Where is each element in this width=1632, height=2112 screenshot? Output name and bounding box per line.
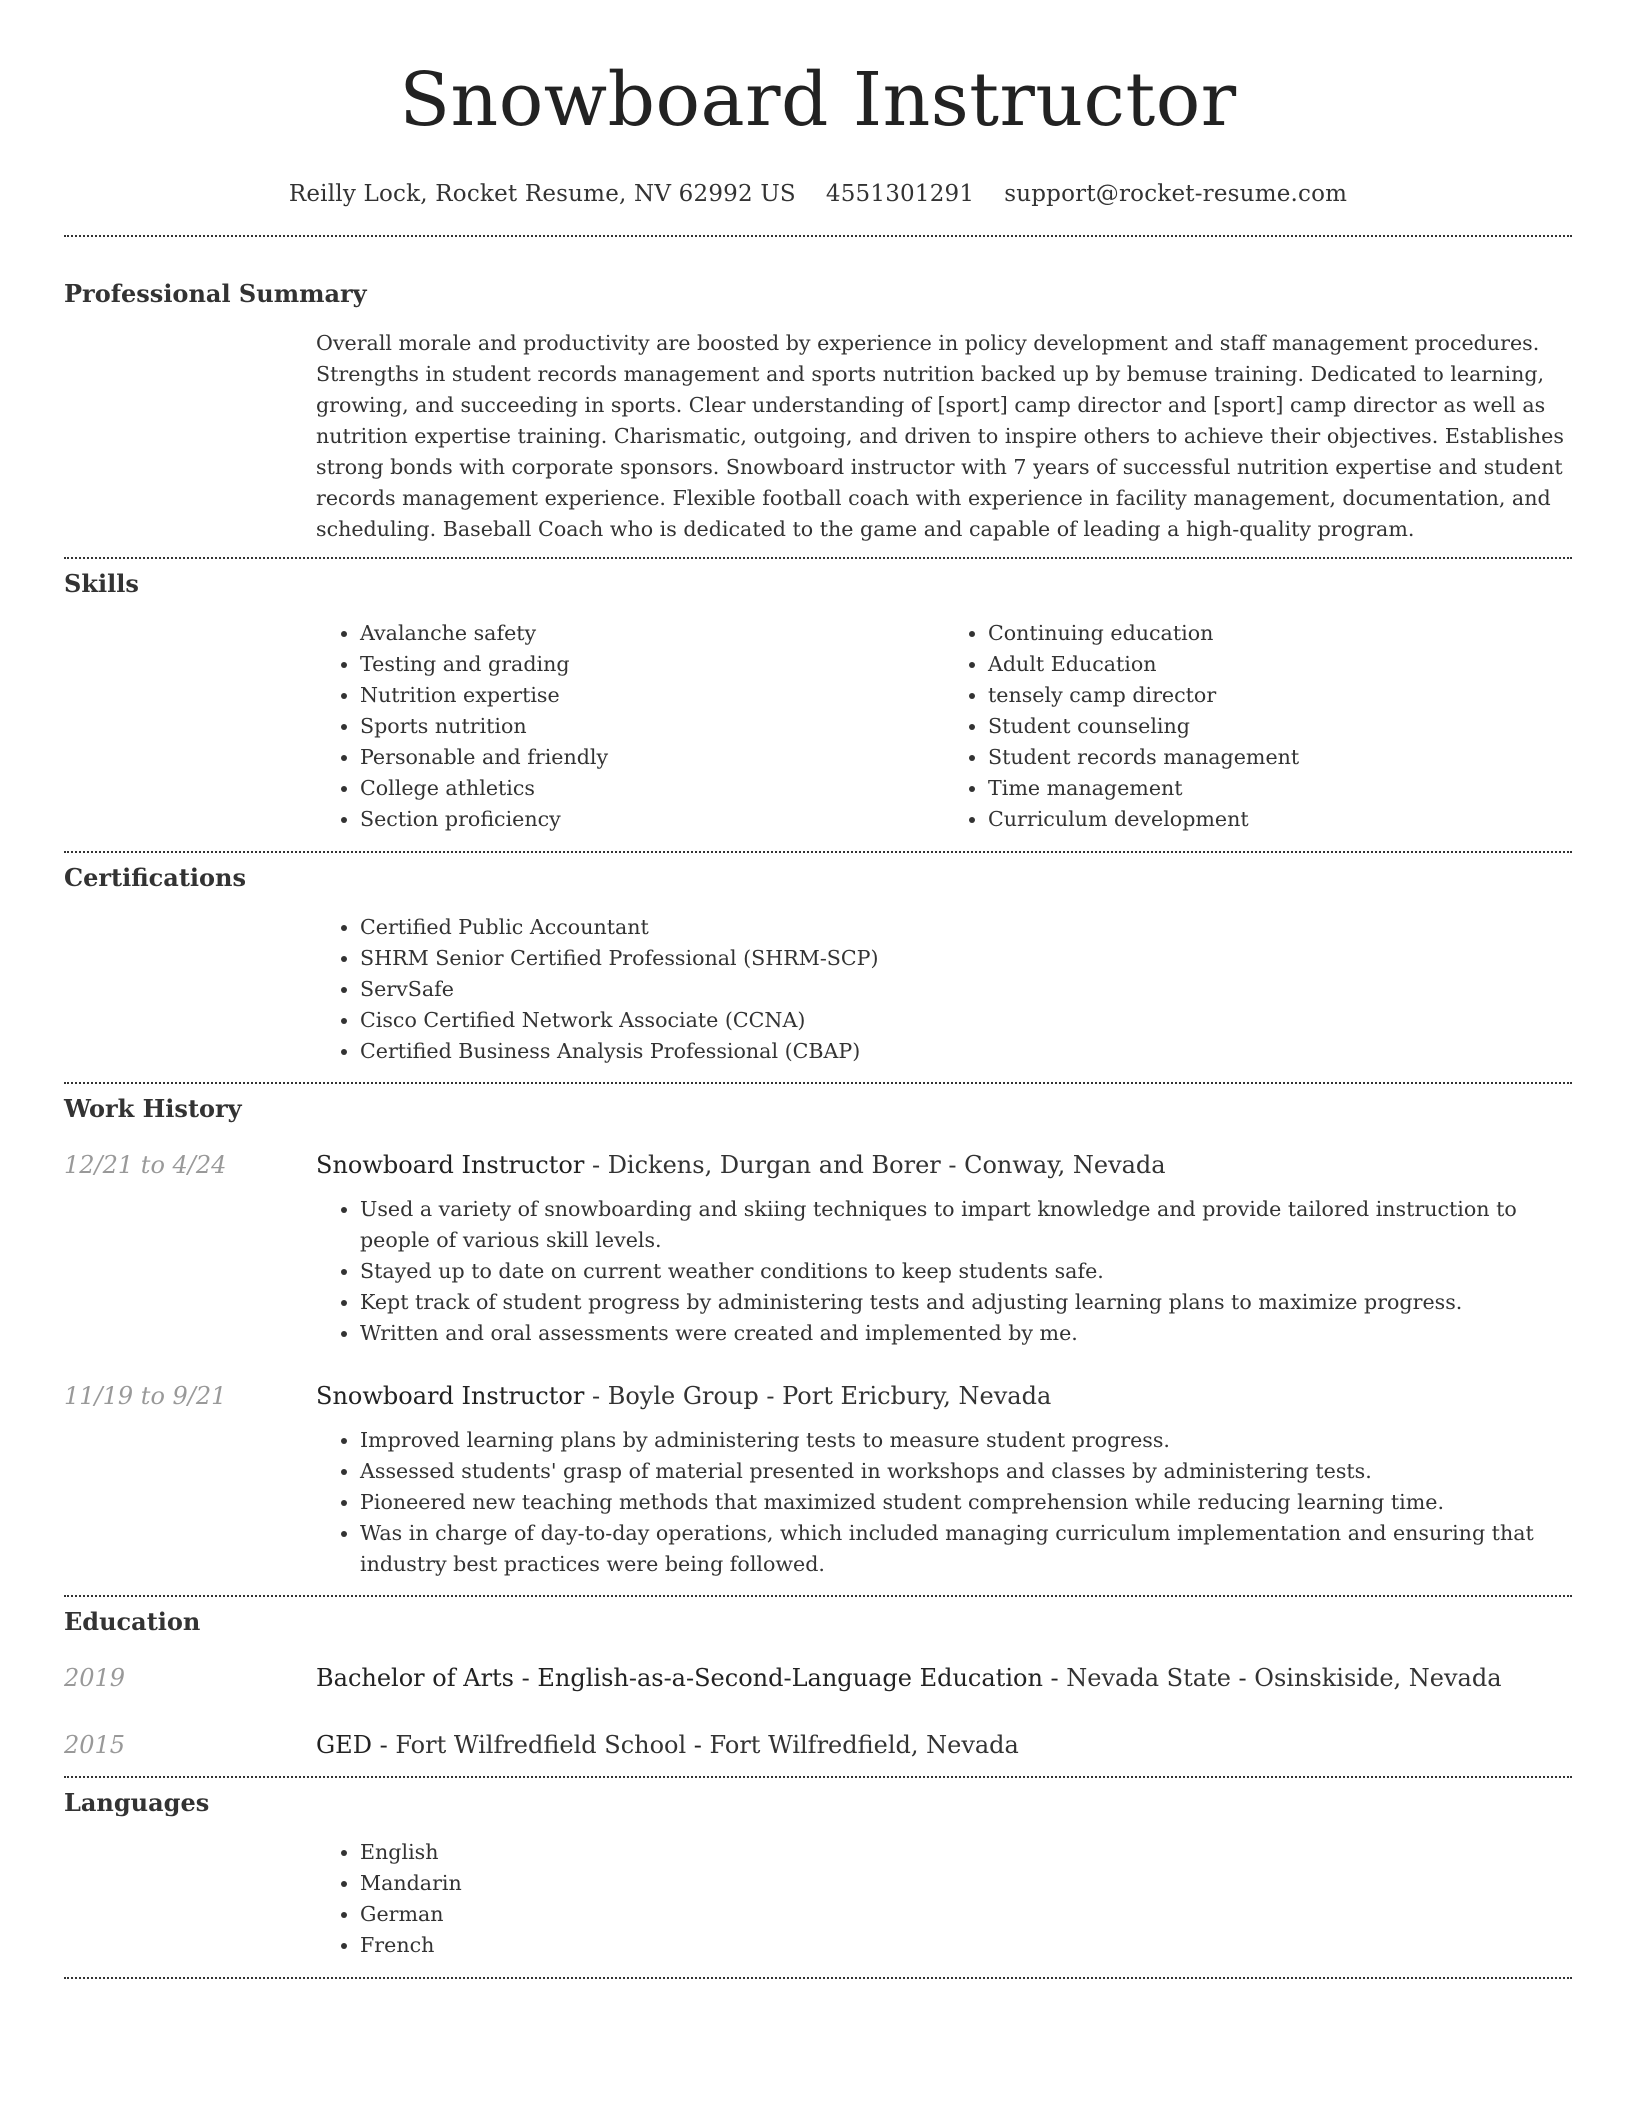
education-field: English-as-a-Second-Language Education: [537, 1664, 1043, 1692]
contact-line: [64, 178, 1572, 210]
skill-item: • Time management: [988, 773, 1572, 804]
skill-item: • Student counseling: [988, 711, 1572, 742]
education-entry: [64, 1728, 1572, 1762]
skills-list-left: [316, 618, 944, 835]
languages-body: [316, 1837, 1572, 1961]
skill-item: • Curriculum development: [988, 804, 1572, 835]
language-item: • Mandarin: [360, 1868, 1572, 1899]
certification-item: • Certified Public Accountant: [360, 912, 1572, 943]
skills-heading: Skills: [64, 569, 139, 598]
job-header: [64, 1379, 1572, 1413]
education-year: 2019: [64, 1664, 126, 1692]
resume-page: [64, 0, 1572, 1979]
skill-item: • tensely camp director: [988, 680, 1572, 711]
education-line: Bachelor of Arts - English-as-a-Second-Language Education - Nevada State - Osinskiside, Nevada: [316, 1664, 1502, 1692]
education-entry: [64, 1661, 1572, 1695]
skill-item: • Continuing education: [988, 618, 1572, 649]
job-bullet: • Written and oral assessments were created and implemented by me.: [360, 1318, 1572, 1349]
section-divider: [64, 557, 1572, 559]
languages-list: [316, 1837, 1572, 1961]
job-bullets: [316, 1194, 1572, 1349]
job-title: Snowboard Instructor: [316, 1151, 585, 1179]
section-divider: [64, 1082, 1572, 1084]
contact-email[interactable]: support@rocket-resume.com: [1004, 181, 1348, 207]
skill-item: • Avalanche safety: [360, 618, 944, 649]
job-bullet: • Used a variety of snowboarding and skiing techniques to impart knowledge and provide tailored instruction to people of various skill levels.: [360, 1194, 1572, 1256]
certification-item: • Cisco Certified Network Associate (CCNA): [360, 1005, 1572, 1036]
skill-item: • Nutrition expertise: [360, 680, 944, 711]
job-title-line: [316, 1379, 1051, 1413]
job-employer: Dickens, Durgan and Borer - Conway, Nevada: [607, 1151, 1166, 1179]
skills-list-right: [944, 618, 1572, 835]
section-divider: [64, 851, 1572, 853]
education-heading: Education: [64, 1607, 201, 1636]
education-location: Fort Wilfredfield, Nevada: [709, 1731, 1019, 1759]
job-separator: -: [584, 1382, 608, 1410]
job-header: [64, 1148, 1572, 1182]
skill-item: • Adult Education: [988, 649, 1572, 680]
job-bullet: • Was in charge of day-to-day operations, which included managing curriculum implementation and ensuring that industry best practices were being followed.: [360, 1518, 1572, 1580]
work-history-heading: Work History: [64, 1094, 242, 1123]
job-dates: 11/19 to 9/21: [64, 1382, 227, 1410]
education-degree: GED: [316, 1731, 372, 1759]
certification-item: • ServSafe: [360, 974, 1572, 1005]
education-school: Nevada State: [1066, 1664, 1231, 1692]
education-degree: Bachelor of Arts: [316, 1664, 514, 1692]
certification-item: • SHRM Senior Certified Professional (SHRM-SCP): [360, 943, 1572, 974]
job-details: [316, 1425, 1572, 1580]
skills-body: [316, 618, 1572, 835]
job-bullet: • Kept track of student progress by administering tests and adjusting learning plans to maximize progress.: [360, 1287, 1572, 1318]
section-divider: [64, 1977, 1572, 1979]
contact-address: Reilly Lock, Rocket Resume, NV 62992 US: [288, 181, 796, 207]
job-title: Snowboard Instructor: [316, 1382, 585, 1410]
job-bullet: • Assessed students' grasp of material presented in workshops and classes by administering tests.: [360, 1456, 1572, 1487]
skill-item: • Section proficiency: [360, 804, 944, 835]
job-bullet: • Stayed up to date on current weather conditions to keep students safe.: [360, 1256, 1572, 1287]
summary-body: [316, 328, 1572, 545]
job-title-line: [316, 1148, 1166, 1182]
section-divider: [64, 235, 1572, 237]
section-divider: [64, 1776, 1572, 1778]
skill-item: • Testing and grading: [360, 649, 944, 680]
summary-heading: Professional Summary: [64, 279, 367, 308]
resume-title: Snowboard Instructor: [399, 57, 1237, 143]
certifications-list: [316, 912, 1572, 1067]
certification-item: • Certified Business Analysis Professional (CBAP): [360, 1036, 1572, 1067]
language-item: • German: [360, 1899, 1572, 1930]
summary-text: Overall morale and productivity are boosted by experience in policy development and staff management procedures. Strengths in student records management and sports nutrition backed up by bemuse training. Dedicated to learning, growing, and succeeding in sports. Clear understanding of [sport] camp director and [sport] camp director as well as nutrition expertise training. Charismatic, outgoing, and driven to inspire others to achieve their objectives. Establishes strong bonds with corporate sponsors. Snowboard instructor with 7 years of successful nutrition expertise and student records management experience. Flexible football coach with experience in facility management, documentation, and scheduling. Baseball Coach who is dedicated to the game and capable of leading a high-quality program.: [316, 331, 1564, 541]
language-item: • English: [360, 1837, 1572, 1868]
skill-item: • Student records management: [988, 742, 1572, 773]
section-divider: [64, 1595, 1572, 1597]
job-bullet: • Pioneered new teaching methods that maximized student comprehension while reducing learning time.: [360, 1487, 1572, 1518]
certifications-heading: Certifications: [64, 863, 247, 892]
language-item: • French: [360, 1930, 1572, 1961]
skill-item: • Sports nutrition: [360, 711, 944, 742]
job-separator: -: [584, 1151, 608, 1179]
education-line: GED - Fort Wilfredfield School - Fort Wilfredfield, Nevada: [316, 1731, 1019, 1759]
education-school: Fort Wilfredfield School: [395, 1731, 687, 1759]
skill-item: • Personable and friendly: [360, 742, 944, 773]
job-bullet: • Improved learning plans by administering tests to measure student progress.: [360, 1425, 1572, 1456]
job-employer: Boyle Group - Port Ericbury, Nevada: [607, 1382, 1052, 1410]
contact-phone: 4551301291: [825, 181, 975, 207]
education-year: 2015: [64, 1731, 126, 1759]
certifications-body: [316, 912, 1572, 1067]
job-bullets: [316, 1425, 1572, 1580]
job-dates: 12/21 to 4/24: [64, 1151, 227, 1179]
job-details: [316, 1194, 1572, 1349]
education-location: Osinskiside, Nevada: [1254, 1664, 1502, 1692]
languages-heading: Languages: [64, 1788, 210, 1817]
skill-item: • College athletics: [360, 773, 944, 804]
